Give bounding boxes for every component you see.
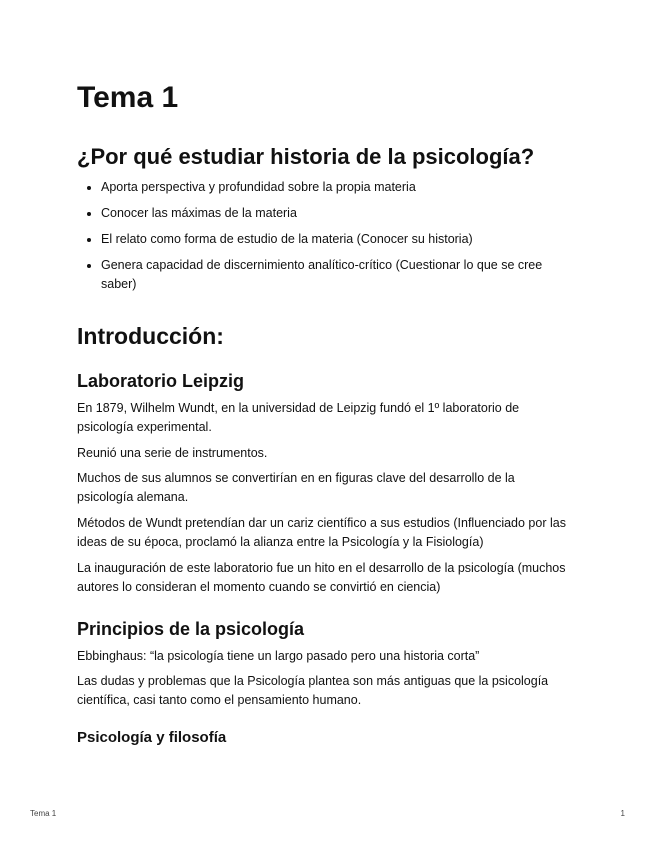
bullet-icon bbox=[87, 264, 91, 268]
bullet-icon bbox=[87, 212, 91, 216]
list-item-text: Conocer las máximas de la materia bbox=[101, 206, 297, 220]
paragraph: Las dudas y problemas que la Psicología plantea son más antiguas que la psicología científica, casi tanto como el pensamiento humano. bbox=[77, 674, 549, 707]
section-heading-why: ¿Por qué estudiar historia de la psicología? bbox=[77, 144, 535, 169]
page-title: Tema 1 bbox=[77, 81, 179, 114]
paragraph: Métodos de Wundt pretendían dar un cariz científico a sus estudios (Influenciado por las ideas de su época, proclamó la alianza entre la Psicología y la Fisiología) bbox=[77, 516, 566, 549]
list-item bbox=[77, 230, 577, 249]
list-item bbox=[77, 178, 577, 197]
section-heading-intro: Introducción: bbox=[77, 323, 224, 349]
paragraph: Reunió una serie de instrumentos. bbox=[77, 446, 268, 460]
bullet-icon bbox=[87, 186, 91, 190]
list-item-text: Genera capacidad de discernimiento analítico-crítico (Cuestionar lo que se cree saber) bbox=[101, 258, 543, 291]
subsection-heading-leipzig: Laboratorio Leipzig bbox=[77, 371, 245, 391]
paragraph: Muchos de sus alumnos se convertirían en en figuras clave del desarrollo de la psicología alemana. bbox=[77, 471, 515, 504]
subsection-heading-principios: Principios de la psicología bbox=[77, 619, 305, 639]
subsubsection-heading-filosofia: Psicología y filosofía bbox=[77, 729, 227, 746]
footer-document-title: Tema 1 bbox=[30, 809, 57, 818]
list-item-text: Aporta perspectiva y profundidad sobre la propia materia bbox=[101, 180, 416, 194]
list-item bbox=[77, 204, 577, 223]
paragraph: La inauguración de este laboratorio fue un hito en el desarrollo de la psicología (muchos autores lo consideran el momento cuando se convirtió en ciencia) bbox=[77, 561, 566, 594]
list-item bbox=[77, 256, 577, 294]
paragraph: En 1879, Wilhelm Wundt, en la universidad de Leipzig fundó el 1º laboratorio de psicología experimental. bbox=[77, 401, 520, 434]
paragraph: Ebbinghaus: “la psicología tiene un largo pasado pero una historia corta” bbox=[77, 649, 480, 663]
bullet-icon bbox=[87, 238, 91, 242]
bullet-list bbox=[77, 178, 577, 301]
footer-page-number: 1 bbox=[620, 809, 625, 818]
list-item-text: El relato como forma de estudio de la materia (Conocer su historia) bbox=[101, 232, 473, 246]
